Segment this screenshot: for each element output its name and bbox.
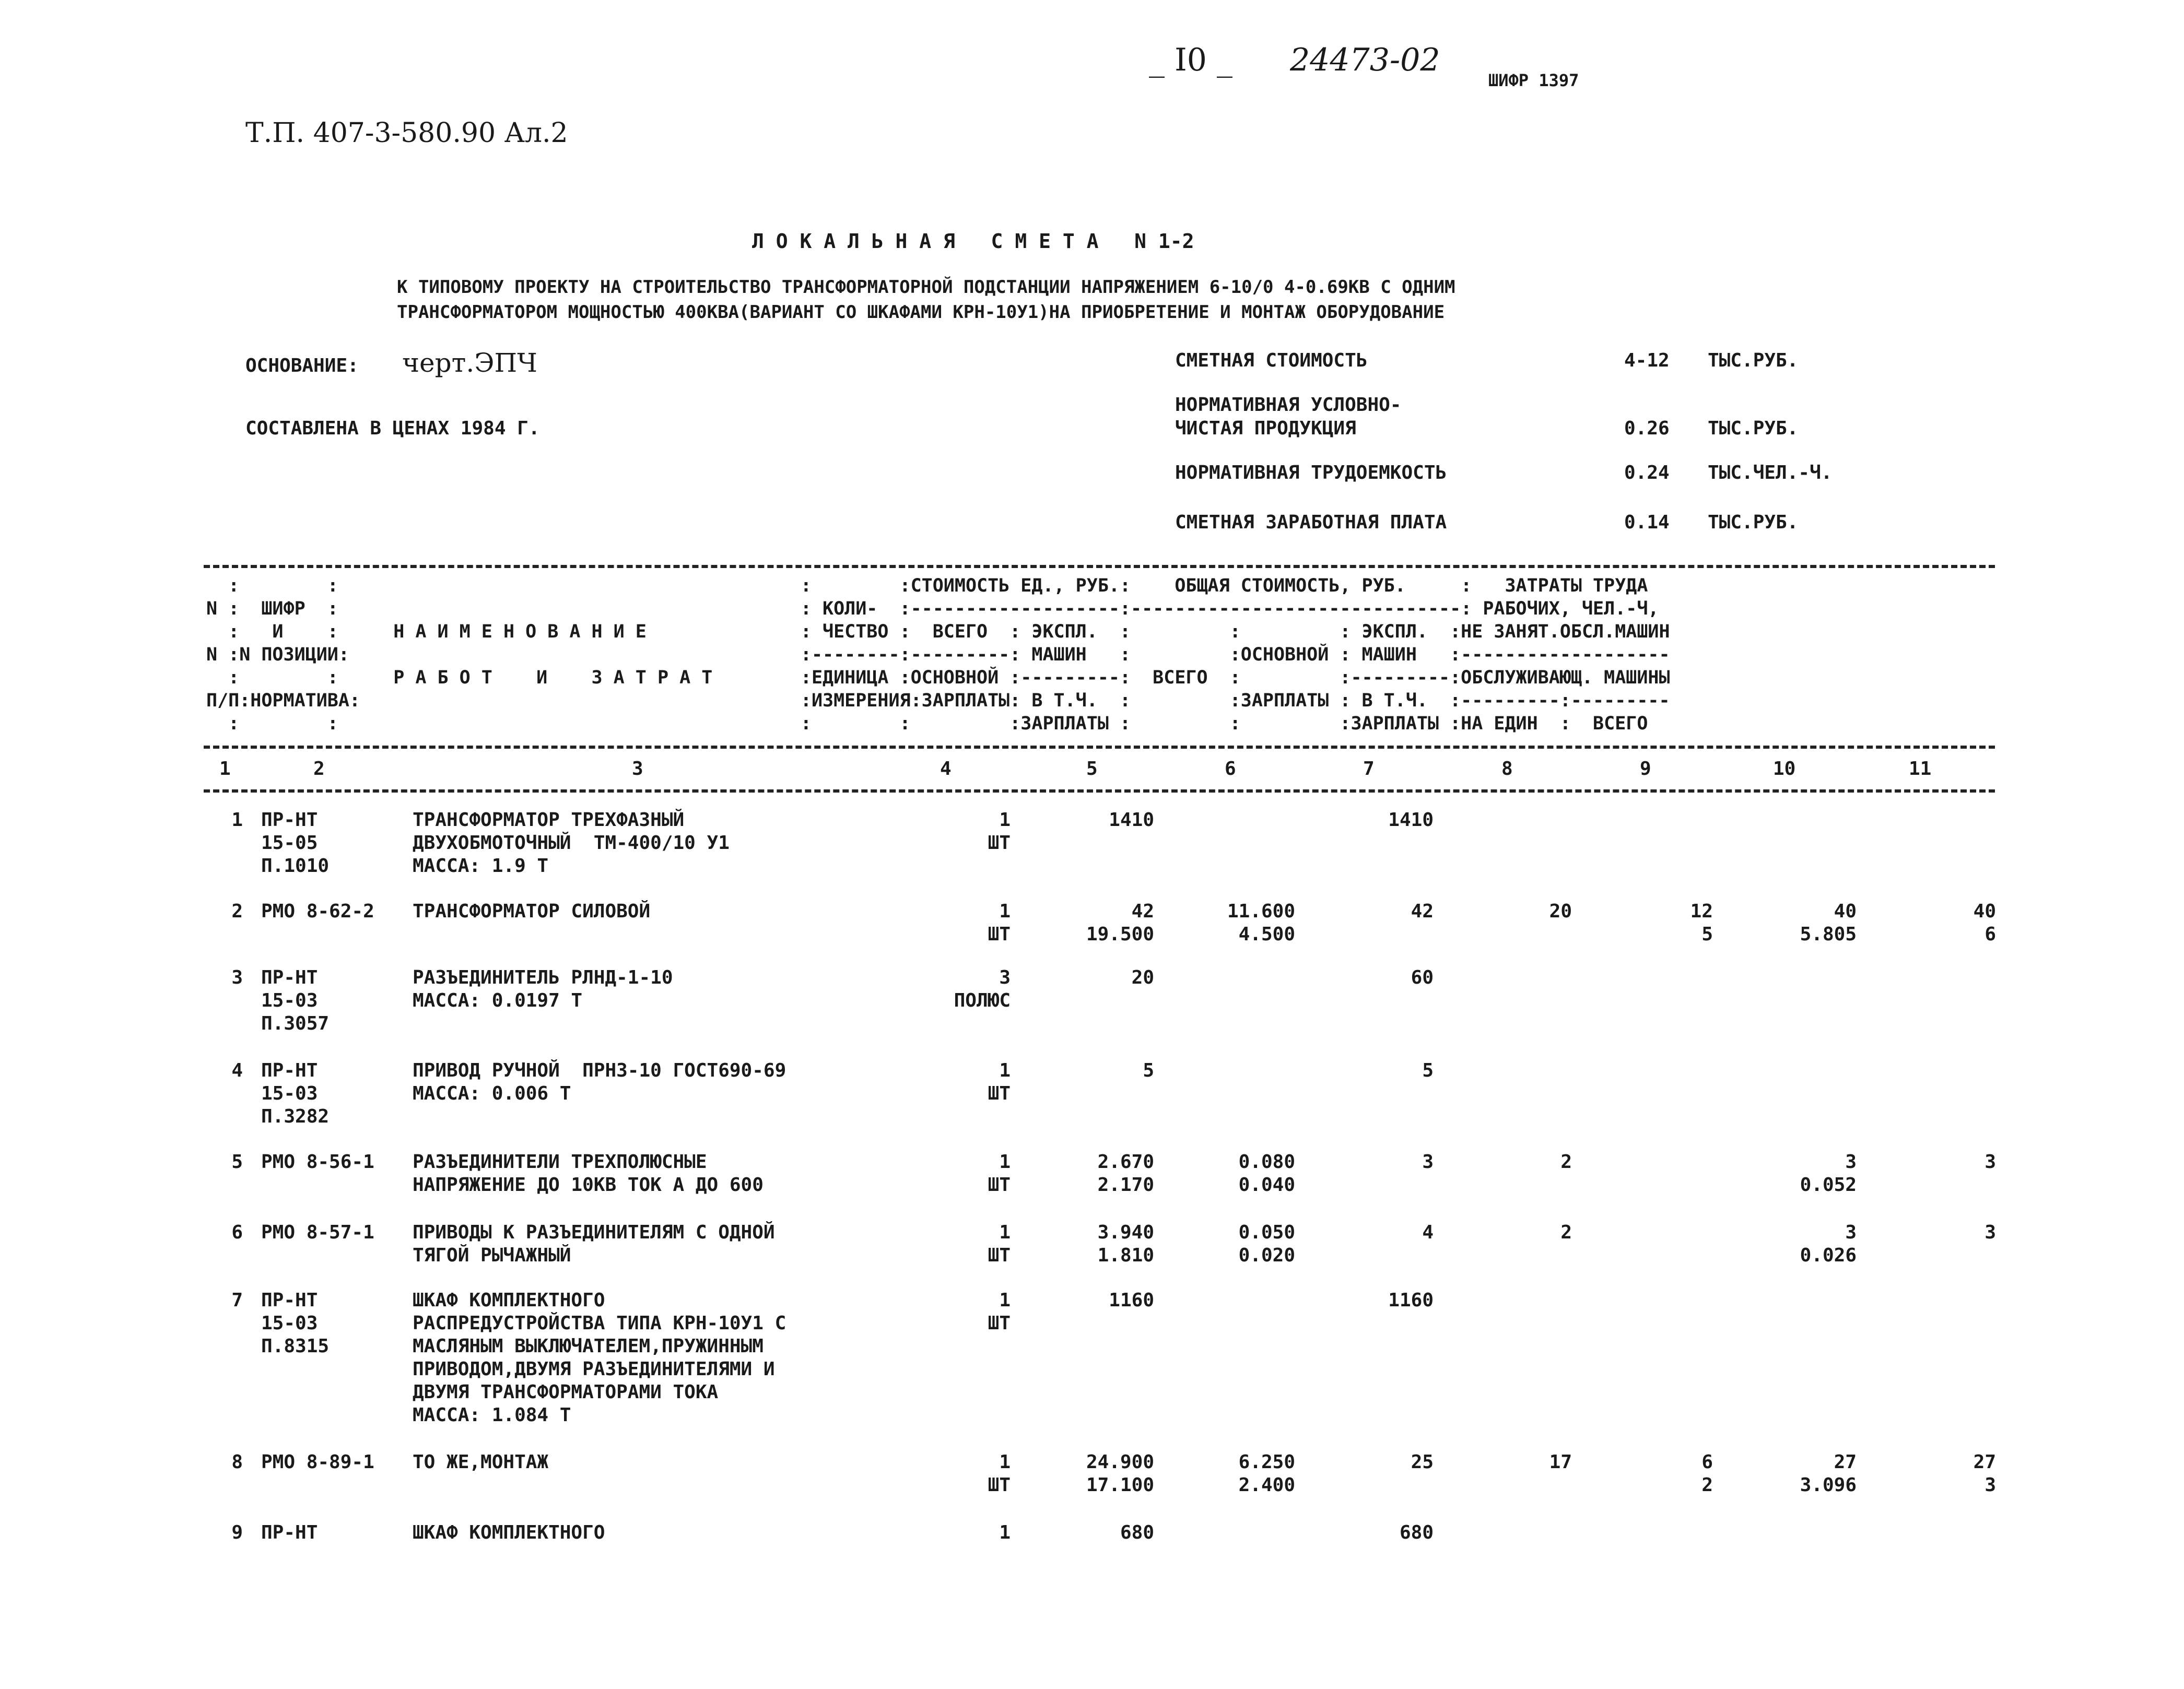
row-labor-per-unit: 27 xyxy=(1834,1451,1857,1473)
row-unit-cost-total: 5 xyxy=(1143,1060,1154,1081)
row-unit: ШТ xyxy=(988,1083,1011,1104)
row-name: МАСЛЯНЫМ ВЫКЛЮЧАТЕЛЕМ,ПРУЖИННЫМ xyxy=(413,1336,764,1357)
column-number: 1 xyxy=(219,758,231,779)
estimate-heading: Л О К А Л Ь Н А Я С М Е Т А N 1-2 xyxy=(752,230,1194,253)
row-name: МАССА: 1.9 Т xyxy=(413,855,549,877)
summary-value: 0.26 xyxy=(1624,418,1670,439)
row-total-cost: 60 xyxy=(1411,967,1434,988)
row-labor-per-unit: 40 xyxy=(1834,901,1857,922)
row-name: ДВУХОБМОТОЧНЫЙ ТМ-400/10 У1 xyxy=(413,832,730,854)
header-line: : : : :СТОИМОСТЬ ЕД., РУБ.: ОБЩАЯ СТОИМОСТЬ, РУБ. : ЗАТРАТЫ ТРУДА xyxy=(206,575,1648,596)
row-name: ПРИВОД РУЧНОЙ ПРНЗ-10 ГОСТ690-69 xyxy=(413,1060,786,1081)
summary-label: НОРМАТИВНАЯ УСЛОВНО- xyxy=(1175,394,1402,416)
column-number: 7 xyxy=(1363,758,1375,779)
row-code: ПР-НТ xyxy=(261,809,318,831)
header-line: N : ШИФР : : КОЛИ- :-------------------:------------------------------: РАБОЧИХ, ЧЕЛ.-Ч, xyxy=(206,598,1659,619)
row-unit-cost-wages: 17.100 xyxy=(1086,1474,1154,1496)
row-name: ШКАФ КОМПЛЕКТНОГО xyxy=(413,1290,605,1311)
row-labor-per-unit: 3 xyxy=(1845,1222,1857,1243)
header-line: : : : : :ЗАРПЛАТЫ : : :ЗАРПЛАТЫ :НА ЕДИН : ВСЕГО xyxy=(206,713,1648,734)
row-name: ТО ЖЕ,МОНТАЖ xyxy=(413,1451,549,1473)
page-number: _ I0 _ xyxy=(1149,42,1233,78)
row-code: П.3057 xyxy=(261,1013,330,1034)
row-unit-cost-total: 42 xyxy=(1131,901,1154,922)
row-number: 6 xyxy=(231,1222,243,1243)
summary-label-cont: ЧИСТАЯ ПРОДУКЦИЯ xyxy=(1175,418,1356,439)
row-name: ТЯГОЙ РЫЧАЖНЫЙ xyxy=(413,1245,571,1266)
row-unit-cost-total: 680 xyxy=(1120,1522,1154,1543)
row-unit: ПОЛЮС xyxy=(954,990,1011,1011)
row-name: ШКАФ КОМПЛЕКТНОГО xyxy=(413,1522,605,1543)
row-code: 15-03 xyxy=(261,1083,318,1104)
row-labor-machines-per-unit: 0.026 xyxy=(1800,1245,1857,1266)
row-number: 8 xyxy=(231,1451,243,1473)
row-code: П.1010 xyxy=(261,855,330,877)
prices-basis: СОСТАВЛЕНА В ЦЕНАХ 1984 Г. xyxy=(245,418,540,439)
row-code: 15-03 xyxy=(261,990,318,1011)
summary-value: 0.14 xyxy=(1624,512,1670,533)
column-number: 3 xyxy=(632,758,643,779)
document-code: 24473-02 xyxy=(1290,42,1440,78)
row-name: МАССА: 1.084 Т xyxy=(413,1404,571,1426)
row-unit-cost-total: 24.900 xyxy=(1086,1451,1154,1473)
row-number: 5 xyxy=(231,1151,243,1173)
row-code: 15-03 xyxy=(261,1313,318,1334)
row-unit-cost-machine-wages: 4.500 xyxy=(1238,924,1295,945)
column-number: 8 xyxy=(1501,758,1513,779)
summary-value: 4-12 xyxy=(1624,350,1670,371)
row-number: 7 xyxy=(231,1290,243,1311)
summary-label: СМЕТНАЯ СТОИМОСТЬ xyxy=(1175,350,1368,371)
estimate-subtitle-2: ТРАНСФОРМАТОРОМ МОЩНОСТЬЮ 400КВА(ВАРИАНТ СО ШКАФАМИ КРН-10У1)НА ПРИОБРЕТЕНИЕ И МОНТАЖ ОБОРУДОВАНИЕ xyxy=(397,302,1445,323)
row-name: МАССА: 0.0197 Т xyxy=(413,990,583,1011)
row-number: 3 xyxy=(231,967,243,988)
row-name: РАСПРЕДУСТРОЙСТВА ТИПА КРН-10У1 С xyxy=(413,1313,786,1334)
row-unit: ШТ xyxy=(988,1474,1011,1496)
row-code: П.8315 xyxy=(261,1336,330,1357)
row-unit: ШТ xyxy=(988,1245,1011,1266)
estimate-subtitle-1: К ТИПОВОМУ ПРОЕКТУ НА СТРОИТЕЛЬСТВО ТРАНСФОРМАТОРНОЙ ПОДСТАНЦИИ НАПРЯЖЕНИЕМ 6-10/0 4-0.69КВ С ОДНИМ xyxy=(397,277,1455,298)
column-number: 4 xyxy=(940,758,952,779)
row-name: РАЗЪЕДИНИТЕЛЬ РЛНД-1-10 xyxy=(413,967,673,988)
row-labor-machines-per-unit: 3.096 xyxy=(1800,1474,1857,1496)
row-code: РМО 8-56-1 xyxy=(261,1151,374,1173)
row-total-cost: 4 xyxy=(1422,1222,1434,1243)
row-code: РМО 8-57-1 xyxy=(261,1222,374,1243)
row-name: ДВУМЯ ТРАНСФОРМАТОРАМИ ТОКА xyxy=(413,1381,719,1403)
row-number: 9 xyxy=(231,1522,243,1543)
row-total-cost: 1410 xyxy=(1388,809,1434,831)
row-unit-cost-total: 20 xyxy=(1131,967,1154,988)
row-total-wages: 20 xyxy=(1549,901,1572,922)
row-quantity: 1 xyxy=(999,1060,1011,1081)
row-code: ПР-НТ xyxy=(261,1290,318,1311)
row-unit-cost-wages: 19.500 xyxy=(1086,924,1154,945)
row-number: 1 xyxy=(231,809,243,831)
row-total-cost: 3 xyxy=(1422,1151,1434,1173)
column-number: 9 xyxy=(1640,758,1651,779)
row-quantity: 1 xyxy=(999,1522,1011,1543)
row-total-cost: 42 xyxy=(1411,901,1434,922)
row-total-cost: 680 xyxy=(1399,1522,1434,1543)
row-unit: ШТ xyxy=(988,1313,1011,1334)
row-total-wages: 2 xyxy=(1560,1222,1572,1243)
row-labor-total: 27 xyxy=(1973,1451,1996,1473)
row-name: НАПРЯЖЕНИЕ ДО 10КВ ТОК А ДО 600 xyxy=(413,1174,764,1196)
row-unit-cost-total: 2.670 xyxy=(1097,1151,1154,1173)
numbers-bottom-rule xyxy=(204,789,1995,793)
row-quantity: 1 xyxy=(999,1451,1011,1473)
header-line: : : Р А Б О Т И З А Т Р А Т :ЕДИНИЦА :ОСНОВНОЙ :---------: ВСЕГО : :---------:ОБСЛУЖИВАЮЩ. МАШИНЫ xyxy=(206,667,1670,688)
summary-unit: ТЫС.ЧЕЛ.-Ч. xyxy=(1708,462,1833,483)
header-bottom-rule xyxy=(204,746,1995,749)
row-code: ПР-НТ xyxy=(261,1522,318,1543)
row-name: ПРИВОДЫ К РАЗЪЕДИНИТЕЛЯМ С ОДНОЙ xyxy=(413,1222,775,1243)
row-number: 4 xyxy=(231,1060,243,1081)
row-name: ПРИВОДОМ,ДВУМЯ РАЗЪЕДИНИТЕЛЯМИ И xyxy=(413,1359,775,1380)
row-quantity: 1 xyxy=(999,1151,1011,1173)
row-quantity: 3 xyxy=(999,967,1011,988)
row-total-machine-wages: 5 xyxy=(1701,924,1713,945)
row-code: ПР-НТ xyxy=(261,1060,318,1081)
row-labor-machines-total: 6 xyxy=(1985,924,1996,945)
row-unit-cost-machines: 0.080 xyxy=(1238,1151,1295,1173)
row-labor-total: 40 xyxy=(1973,901,1996,922)
column-number: 6 xyxy=(1225,758,1236,779)
row-unit-cost-total: 1410 xyxy=(1109,809,1154,831)
header-line: : И : Н А И М Е Н О В А Н И Е : ЧЕСТВО : ВСЕГО : ЭКСПЛ. : : : ЭКСПЛ. :НЕ ЗАНЯТ.ОБСЛ.МАШИН xyxy=(206,621,1670,642)
row-labor-total: 3 xyxy=(1985,1151,1996,1173)
summary-label: НОРМАТИВНАЯ ТРУДОЕМКОСТЬ xyxy=(1175,462,1447,483)
row-total-cost: 1160 xyxy=(1388,1290,1434,1311)
summary-value: 0.24 xyxy=(1624,462,1670,483)
column-number: 5 xyxy=(1086,758,1098,779)
row-unit: ШТ xyxy=(988,832,1011,854)
row-unit-cost-machines: 6.250 xyxy=(1238,1451,1295,1473)
row-code: РМО 8-62-2 xyxy=(261,901,374,922)
row-total-machine-wages: 2 xyxy=(1701,1474,1713,1496)
row-total-machines: 6 xyxy=(1701,1451,1713,1473)
row-labor-total: 3 xyxy=(1985,1222,1996,1243)
row-labor-machines-per-unit: 5.805 xyxy=(1800,924,1857,945)
summary-unit: ТЫС.РУБ. xyxy=(1708,350,1799,371)
row-name: ТРАНСФОРМАТОР СИЛОВОЙ xyxy=(413,901,651,922)
summary-label: СМЕТНАЯ ЗАРАБОТНАЯ ПЛАТА xyxy=(1175,512,1447,533)
row-unit-cost-wages: 1.810 xyxy=(1097,1245,1154,1266)
row-unit-cost-wages: 2.170 xyxy=(1097,1174,1154,1196)
summary-unit: ТЫС.РУБ. xyxy=(1708,418,1799,439)
row-unit: ШТ xyxy=(988,1174,1011,1196)
row-unit-cost-machine-wages: 0.040 xyxy=(1238,1174,1295,1196)
row-total-wages: 2 xyxy=(1560,1151,1572,1173)
row-unit-cost-total: 3.940 xyxy=(1097,1222,1154,1243)
row-number: 2 xyxy=(231,901,243,922)
row-quantity: 1 xyxy=(999,809,1011,831)
row-total-cost: 5 xyxy=(1422,1060,1434,1081)
row-total-wages: 17 xyxy=(1549,1451,1572,1473)
tp-code: Т.П. 407-3-580.90 Ал.2 xyxy=(245,117,568,149)
cipher-label: ШИФР 1397 xyxy=(1488,70,1579,90)
row-code: ПР-НТ xyxy=(261,967,318,988)
summary-unit: ТЫС.РУБ. xyxy=(1708,512,1799,533)
row-unit-cost-total: 1160 xyxy=(1109,1290,1154,1311)
row-name: ТРАНСФОРМАТОР ТРЕХФАЗНЫЙ xyxy=(413,809,685,831)
row-code: П.3282 xyxy=(261,1106,330,1127)
row-code: РМО 8-89-1 xyxy=(261,1451,374,1473)
row-quantity: 1 xyxy=(999,901,1011,922)
row-code: 15-05 xyxy=(261,832,318,854)
row-quantity: 1 xyxy=(999,1290,1011,1311)
basis-value: черт.ЭПЧ xyxy=(402,348,537,378)
basis-label: ОСНОВАНИЕ: xyxy=(245,355,359,376)
row-unit-cost-machine-wages: 2.400 xyxy=(1238,1474,1295,1496)
table-top-rule xyxy=(204,565,1995,568)
header-line: П/П:НОРМАТИВА: :ИЗМЕРЕНИЯ:ЗАРПЛАТЫ: В Т.Ч. : :ЗАРПЛАТЫ : В Т.Ч. :---------:--------- xyxy=(206,690,1670,711)
row-name: МАССА: 0.006 Т xyxy=(413,1083,571,1104)
row-name: РАЗЪЕДИНИТЕЛИ ТРЕХПОЛЮСНЫЕ xyxy=(413,1151,707,1173)
row-labor-machines-total: 3 xyxy=(1985,1474,1996,1496)
row-total-machines: 12 xyxy=(1690,901,1713,922)
column-number: 10 xyxy=(1773,758,1796,779)
row-unit-cost-machine-wages: 0.020 xyxy=(1238,1245,1295,1266)
row-quantity: 1 xyxy=(999,1222,1011,1243)
column-number: 2 xyxy=(313,758,325,779)
row-unit: ШТ xyxy=(988,924,1011,945)
column-number: 11 xyxy=(1909,758,1932,779)
header-line: N :N ПОЗИЦИИ: :--------:---------: МАШИН : :ОСНОВНОЙ : МАШИН :------------------- xyxy=(206,644,1670,665)
row-total-cost: 25 xyxy=(1411,1451,1434,1473)
row-unit-cost-machines: 11.600 xyxy=(1227,901,1295,922)
row-labor-machines-per-unit: 0.052 xyxy=(1800,1174,1857,1196)
row-labor-per-unit: 3 xyxy=(1845,1151,1857,1173)
row-unit-cost-machines: 0.050 xyxy=(1238,1222,1295,1243)
